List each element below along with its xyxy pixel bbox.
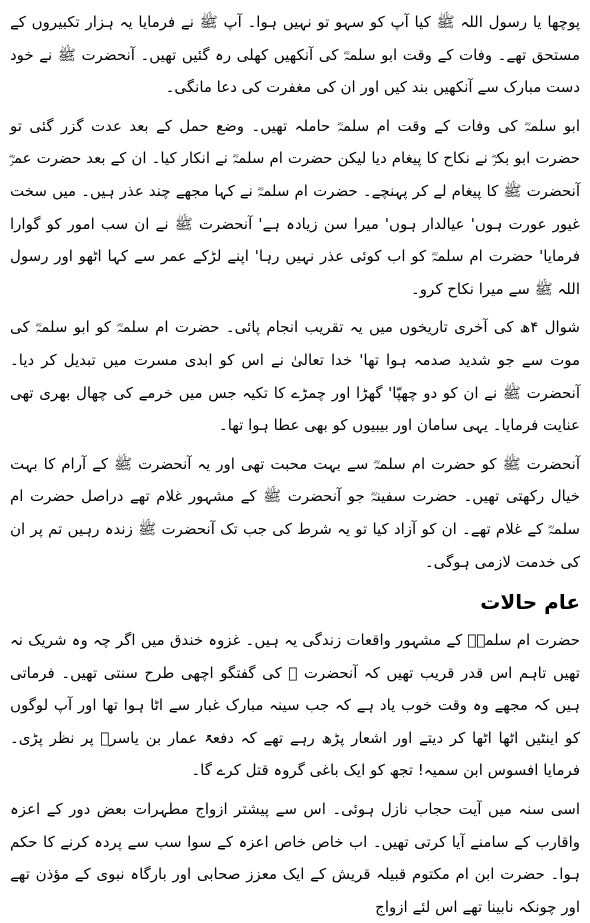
paragraph-6: اسی سنہ میں آیت حجاب نازل ہوئی۔ اس سے پیشتر ازواج مطہرات بعض دور کے اعزہ واقارب کے سامنے آیا کرتی تھیں۔ اب خاص خاص اعزہ کے سوا سب سے پردہ کرنے کا حکم ہوا۔ حضرت ابن ام مکتوم قبیلہ قریش کے ایک معزز صحابی اور بارگاہ نبوی کے مؤذن تھے اور چونکہ نابینا تھے اس لئے ازواج (10, 800, 580, 916)
paragraph-1: پوچھا یا رسول اللہ ﷺ کیا آپ کو سہو تو نہیں ہوا۔ آپ ﷺ نے فرمایا یہ ہزار تکبیروں کے مستحق تھے۔ وفات کے وقت ابو سلمہؓ کی آنکھیں کھلی رہ گئیں تھیں۔ آنحضرت ﷺ نے خود دست مبارک سے آنکھیں بند کیں اور ان کی مغفرت کی دعا مانگی۔ (10, 13, 580, 97)
section-heading: عام حالات (480, 590, 580, 615)
paragraph-5: حضرت ام سلمہؓ کے مشہور واقعات زندگی یہ ہیں۔ غزوہ خندق میں اگر چہ وہ شریک نہ تھیں تاہم اس قدر قریب تھیں کہ آنحضرت ﷺ کی گفتگو اچھی طرح سنتی تھیں۔ فرماتی ہیں کہ مجھے وہ وقت خوب یاد ہے کہ جب سینہ مبارک غبار سے اٹا ہوا تھا اور آپ لوگوں کو اینٹیں اٹھا اٹھا کر دیتے اور اشعار پڑھ رہے تھے کہ دفعۃً عمار بن یاسرؓ پر نظر پڑی۔ فرمایا افسوس ابن سمیہ! تجھ کو ایک باغی گروہ قتل کرے گا۔ (10, 631, 580, 780)
paragraph-4: آنحضرت ﷺ کو حضرت ام سلمہؓ سے بہت محبت تھی اور یہ آنحضرت ﷺ کے آرام کا بہت خیال رکھتی تھیں۔ حضرت سفینہؓ جو آنحضرت ﷺ کے مشہور غلام تھے دراصل حضرت ام سلمہؓ کے غلام تھے۔ ان کو آزاد کیا تو یہ شرط کی جب تک آنحضرت ﷺ زندہ رہیں تم پر ان کی خدمت لازمی ہوگی۔ (10, 454, 580, 571)
paragraph-3: شوال ۴ھ کی آخری تاریخوں میں یہ تقریب انجام پائی۔ حضرت ام سلمہؓ کو ابو سلمہؓ کی موت سے جو شدید صدمہ ہوا تھا' خدا تعالیٰ نے اس کو ابدی مسرت میں تبدیل کر دیا۔ آنحضرت ﷺ نے ان کو دو چھپّا' گھڑا اور چمڑے کا تکیہ جس میں خرمے کی چھال بھری تھی عنایت فرمایا۔ یہی سامان اور بیبیوں کو بھی عطا ہوا تھا۔ (10, 318, 580, 435)
paragraph-2: ابو سلمہؓ کی وفات کے وقت ام سلمہؓ حاملہ تھیں۔ وضع حمل کے بعد عدت گزر گئی تو حضرت ابو بکرؓ نے نکاح کا پیغام دیا لیکن حضرت ام سلمہؓ نے انکار کیا۔ ان کے بعد حضرت عمرؓ آنحضرت ﷺ کا پیغام لے کر پہنچے۔ حضرت ام سلمہؓ نے کہا مجھے چند عذر ہیں۔ میں سخت غیور عورت ہوں' عیالدار ہوں' میرا سن زیادہ ہے' آنحضرت ﷺ نے ان سب امور کو گوارا فرمایا' حضرت ام سلمہؓ کو اب کوئی عذر نہیں رہا' اپنے لڑکے عمر سے کہا اٹھو اور رسول اللہ ﷺ سے میرا نکاح کرو۔ (10, 116, 580, 298)
